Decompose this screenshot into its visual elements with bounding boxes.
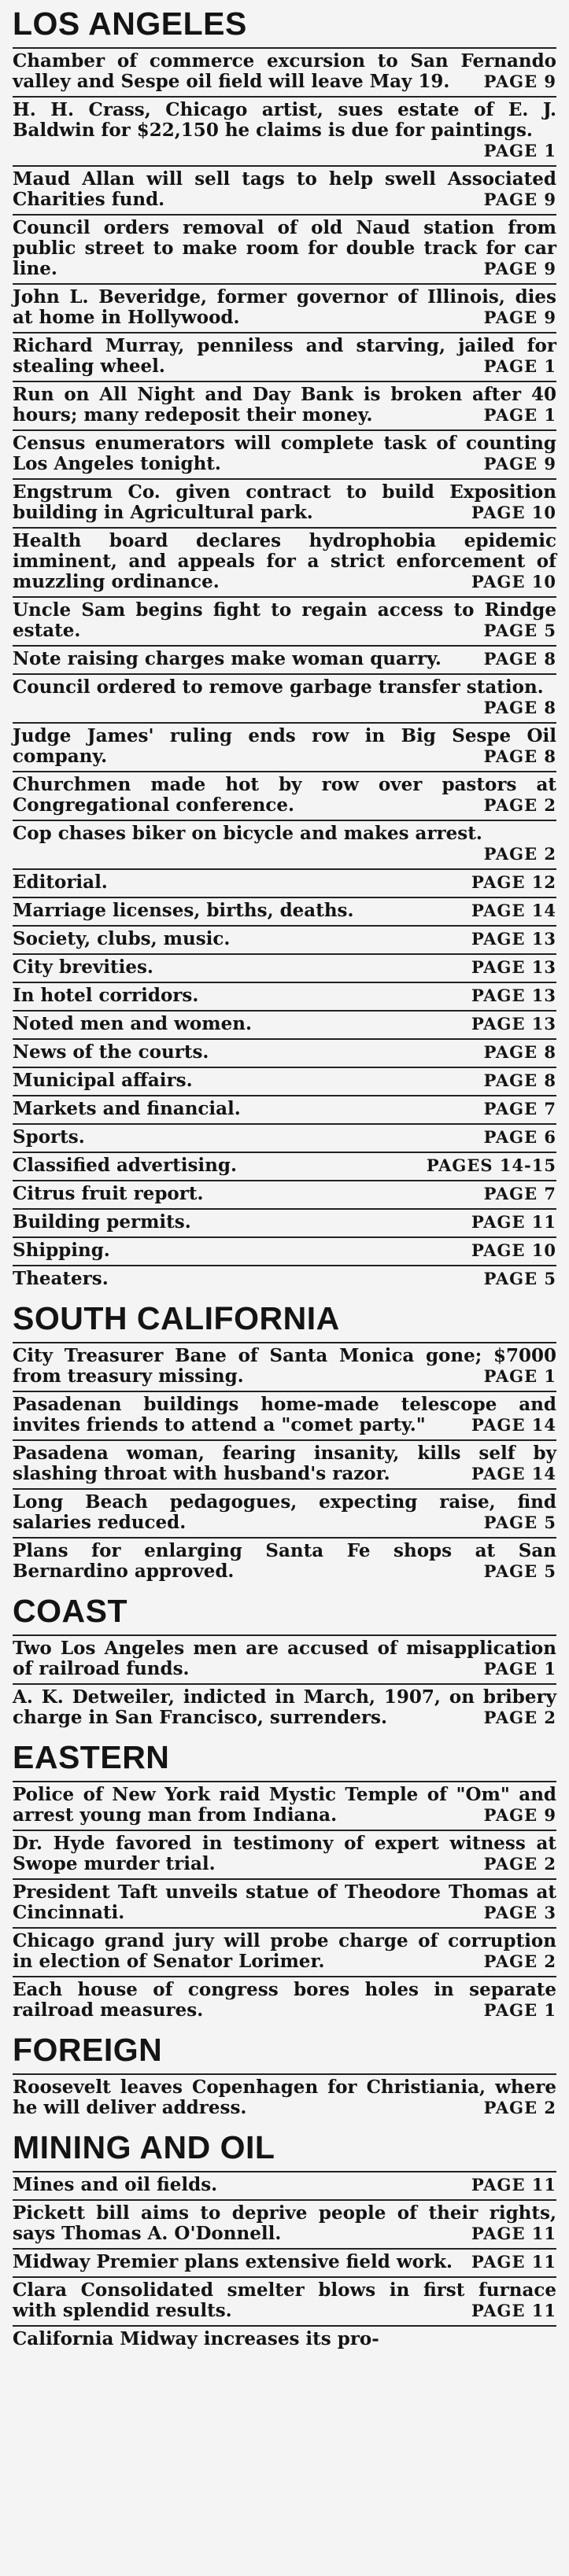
index-entry <box>13 1830 556 1878</box>
index-entry <box>13 1010 556 1038</box>
page-reference: PAGE 14 <box>471 901 556 920</box>
entry-text: Clara Consolidated smelter blows in first furnace with splendid results. <box>13 2279 556 2321</box>
page-reference: PAGE 11 <box>471 2224 556 2243</box>
page-reference: PAGE 11 <box>471 2175 556 2195</box>
index-entry <box>13 1152 556 1180</box>
entry-text: Each house of congress bores holes in separate railroad measures. <box>13 1979 556 2021</box>
entry-text: Uncle Sam begins fight to regain access to Rindge estate. <box>13 599 556 641</box>
entry-text: H. H. Crass, Chicago artist, sues estate of E. J. Baldwin for $22,150 he claims is due for paintings. <box>13 99 556 141</box>
index-entry <box>13 283 556 332</box>
page-reference: PAGE 9 <box>483 1805 556 1825</box>
index-entry <box>13 897 556 925</box>
page-reference: PAGE 9 <box>483 259 556 278</box>
page-reference: PAGE 6 <box>483 1127 556 1147</box>
entry-text: News of the courts. <box>13 1041 209 1063</box>
index-entry <box>13 1781 556 1830</box>
index-entry <box>13 2325 556 2353</box>
section-los-angeles <box>13 5 556 1293</box>
page-reference: PAGE 8 <box>483 746 556 766</box>
index-entry <box>13 1208 556 1236</box>
page-reference: PAGE 8 <box>483 698 556 717</box>
index-entry <box>13 1067 556 1095</box>
index-entry <box>13 429 556 478</box>
index-entry <box>13 96 556 165</box>
page-reference: PAGE 1 <box>483 356 556 376</box>
entry-text: Council orders removal of old Naud station from public street to make room for double track for car line. <box>13 217 556 279</box>
entry-text: Municipal affairs. <box>13 1070 193 1091</box>
page-reference: PAGE 5 <box>483 621 556 640</box>
page-reference: PAGE 10 <box>471 503 556 522</box>
entry-text: Mines and oil fields. <box>13 2174 218 2195</box>
index-entry <box>13 2199 556 2248</box>
entry-text: Citrus fruit report. <box>13 1183 204 1204</box>
index-entry <box>13 673 556 722</box>
entry-text: Two Los Angeles men are accused of misapplication of railroad funds. <box>13 1638 556 1679</box>
section-mining-and-oil <box>13 2128 556 2353</box>
section-title: MINING AND OIL <box>13 2129 275 2165</box>
index-entry <box>13 2171 556 2199</box>
page-reference: PAGE 1 <box>483 405 556 425</box>
page-reference: PAGE 14 <box>471 1464 556 1483</box>
page-reference: PAGE 11 <box>471 1212 556 1232</box>
entry-text: Shipping. <box>13 1240 110 1261</box>
index-entry <box>13 1236 556 1265</box>
entry-text: Judge James' ruling ends row in Big Sespe Oil company. <box>13 725 556 767</box>
entry-text: In hotel corridors. <box>13 985 199 1006</box>
page-reference: PAGE 9 <box>483 308 556 327</box>
page-reference: PAGE 9 <box>483 190 556 209</box>
index-entry <box>13 596 556 645</box>
entry-text: Society, clubs, music. <box>13 928 231 949</box>
entry-text: Engstrum Co. given contract to build Exposition building in Agricultural park. <box>13 481 556 523</box>
page-reference: PAGE 11 <box>471 2252 556 2272</box>
section-coast <box>13 1592 556 1732</box>
index-entry <box>13 953 556 982</box>
page-reference: PAGE 1 <box>483 2000 556 2020</box>
page-reference: PAGE 9 <box>483 454 556 474</box>
entry-text: Classified advertising. <box>13 1155 237 1176</box>
index-entry <box>13 165 556 214</box>
section-south-california <box>13 1299 556 1586</box>
page-reference: PAGE 2 <box>483 844 556 864</box>
page-reference: PAGE 2 <box>483 2098 556 2117</box>
page-reference: PAGE 2 <box>483 795 556 815</box>
page-reference: PAGE 13 <box>471 929 556 949</box>
page-reference: PAGE 13 <box>471 1014 556 1034</box>
index-entry <box>13 868 556 897</box>
entry-text: Editorial. <box>13 872 108 893</box>
entry-text: Council ordered to remove garbage transfer station. <box>13 676 544 698</box>
entry-text: President Taft unveils statue of Theodore Thomas at Cincinnati. <box>13 1881 556 1923</box>
section-title: EASTERN <box>13 1739 170 1775</box>
index-entry <box>13 478 556 527</box>
entry-text: Building permits. <box>13 1211 191 1233</box>
index-entry <box>13 645 556 673</box>
index-entry <box>13 1439 556 1488</box>
entry-text: California Midway increases its pro- <box>13 2328 379 2349</box>
page-reference: PAGE 8 <box>483 1042 556 1062</box>
entry-text: Theaters. <box>13 1268 109 1289</box>
page-reference: PAGE 5 <box>483 1561 556 1581</box>
page-reference: PAGE 1 <box>483 141 556 160</box>
page-reference: PAGE 2 <box>483 1854 556 1874</box>
page-reference: PAGE 2 <box>483 1951 556 1971</box>
index-entry <box>13 1634 556 1683</box>
entry-text: John L. Beveridge, former governor of Illinois, dies at home in Hollywood. <box>13 286 556 328</box>
index-entry <box>13 722 556 771</box>
entry-text: Pasadenan buildings home-made telescope and invites friends to attend a "comet party." <box>13 1394 556 1435</box>
page-reference: PAGE 9 <box>483 72 556 91</box>
entry-text: Roosevelt leaves Copenhagen for Christiania, where he will deliver address. <box>13 2077 556 2118</box>
index-entry <box>13 1391 556 1439</box>
page-reference: PAGE 11 <box>471 2301 556 2320</box>
page-reference: PAGE 1 <box>483 1659 556 1679</box>
entry-text: Run on All Night and Day Bank is broken after 40 hours; many redeposit their money. <box>13 384 556 426</box>
page-reference: PAGE 13 <box>471 957 556 977</box>
index-entry <box>13 381 556 429</box>
index-entry <box>13 1537 556 1586</box>
page-reference: PAGE 5 <box>483 1269 556 1288</box>
entry-text: Plans for enlarging Santa Fe shops at San Bernardino approved. <box>13 1540 556 1582</box>
page-reference: PAGE 5 <box>483 1513 556 1532</box>
page-reference: PAGE 1 <box>483 1366 556 1386</box>
entry-text: Pickett bill aims to deprive people of their rights, says Thomas A. O'Donnell. <box>13 2202 556 2244</box>
entry-text: Dr. Hyde favored in testimony of expert witness at Swope murder trial. <box>13 1833 556 1874</box>
index-entry <box>13 1878 556 1927</box>
section-title: FOREIGN <box>13 2032 163 2068</box>
index-entry <box>13 1927 556 1976</box>
index-entry <box>13 1265 556 1293</box>
page-reference: PAGE 10 <box>471 1240 556 1260</box>
index-entry <box>13 1123 556 1152</box>
page-reference: PAGE 2 <box>483 1708 556 1727</box>
index-entry <box>13 771 556 820</box>
page-reference: PAGE 8 <box>483 649 556 669</box>
entry-text: Health board declares hydrophobia epidemic imminent, and appeals for a strict enforcement of muzzling ordinance. <box>13 530 556 592</box>
index-entry <box>13 1095 556 1123</box>
entry-text: City Treasurer Bane of Santa Monica gone; $7000 from treasury missing. <box>13 1345 556 1387</box>
entry-text: Long Beach pedagogues, expecting raise, find salaries reduced. <box>13 1491 556 1533</box>
entry-text: Cop chases biker on bicycle and makes arrest. <box>13 823 482 844</box>
section-foreign <box>13 2031 556 2122</box>
entry-text: Markets and financial. <box>13 1098 241 1119</box>
index-entry <box>13 820 556 868</box>
entry-text: Marriage licenses, births, deaths. <box>13 900 354 921</box>
entry-text: Note raising charges make woman quarry. <box>13 648 442 669</box>
index-entry <box>13 2248 556 2276</box>
index-entry <box>13 1342 556 1391</box>
entry-text: Chamber of commerce excursion to San Fernando valley and Sespe oil field will leave May 19. <box>13 50 556 92</box>
index-entry <box>13 1683 556 1732</box>
index-entry <box>13 2276 556 2325</box>
index-entry <box>13 2073 556 2122</box>
page-reference: PAGE 3 <box>483 1903 556 1922</box>
index-entry <box>13 982 556 1010</box>
page-reference: PAGE 14 <box>471 1415 556 1435</box>
entry-text: Midway Premier plans extensive field work. <box>13 2251 453 2272</box>
index-entry <box>13 332 556 381</box>
page-reference: PAGE 10 <box>471 572 556 591</box>
entry-text: Churchmen made hot by row over pastors at Congregational conference. <box>13 774 556 816</box>
entry-text: Chicago grand jury will probe charge of corruption in election of Senator Lorimer. <box>13 1930 556 1972</box>
page-reference: PAGES 14-15 <box>426 1155 556 1175</box>
index-entry <box>13 47 556 96</box>
index-entry <box>13 527 556 596</box>
sections-container <box>13 5 556 2353</box>
section-title: SOUTH CALIFORNIA <box>13 1300 340 1336</box>
section-title: LOS ANGELES <box>13 6 247 42</box>
index-entry <box>13 1180 556 1208</box>
index-entry <box>13 1976 556 2025</box>
page-reference: PAGE 7 <box>483 1099 556 1118</box>
entry-text: Noted men and women. <box>13 1013 252 1034</box>
section-title: COAST <box>13 1593 127 1629</box>
page-reference: PAGE 8 <box>483 1071 556 1090</box>
index-entry <box>13 214 556 283</box>
page-reference: PAGE 13 <box>471 986 556 1005</box>
entry-text: Sports. <box>13 1126 85 1148</box>
page-reference: PAGE 12 <box>471 872 556 892</box>
entry-text: Maud Allan will sell tags to help swell Associated Charities fund. <box>13 168 556 210</box>
entry-text: Census enumerators will complete task of counting Los Angeles tonight. <box>13 433 556 474</box>
entry-text: Richard Murray, penniless and starving, jailed for stealing wheel. <box>13 335 556 377</box>
entry-text: City brevities. <box>13 956 153 978</box>
entry-text: A. K. Detweiler, indicted in March, 1907, on bribery charge in San Francisco, surrenders. <box>13 1686 556 1728</box>
entry-text: Pasadena woman, fearing insanity, kills self by slashing throat with husband's razor. <box>13 1443 556 1484</box>
page-reference: PAGE 7 <box>483 1184 556 1203</box>
entry-text: Police of New York raid Mystic Temple of "Om" and arrest young man from Indiana. <box>13 1784 556 1826</box>
section-eastern <box>13 1738 556 2025</box>
index-entry <box>13 1038 556 1067</box>
index-entry <box>13 1488 556 1537</box>
index-entry <box>13 925 556 953</box>
